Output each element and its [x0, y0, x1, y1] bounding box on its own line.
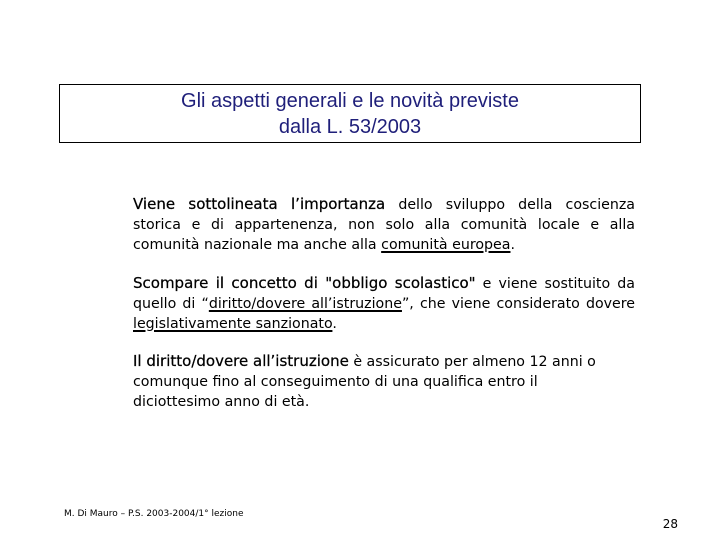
paragraph-1 [133, 194, 635, 255]
paragraph-2-text-a: e viene sostituito da quello di “ [133, 276, 635, 312]
paragraph-3-emphasis: Il diritto/dovere all’istruzione [133, 352, 349, 370]
paragraph-3-text-a: è assicurato per almeno 12 anni o comunque fino al conseguimento di una qualifica entro il diciottesimo anno di età. [133, 354, 596, 410]
paragraph-1-emphasis: Viene sottolineata l’importanza [133, 195, 386, 213]
paragraph-2-underlined-1: diritto/dovere all’istruzione [208, 296, 402, 312]
footer-author: M. Di Mauro – P.S. 2003-2004/1° lezione [64, 509, 244, 519]
paragraph-3 [133, 351, 605, 412]
title-box [59, 84, 641, 143]
title-line-1: Gli aspetti generali e le novità previste [181, 89, 519, 112]
paragraph-1-text-b: . [510, 237, 515, 253]
page-number: 28 [662, 517, 678, 531]
paragraph-2-emphasis: Scompare il concetto di "obbligo scolastico" [133, 274, 476, 292]
title-line-2: dalla L. 53/2003 [278, 115, 422, 138]
paragraph-2-text-b: ”, che viene considerato dovere [401, 296, 636, 312]
paragraph-2-text-c: . [332, 316, 337, 332]
paragraph-2-underlined-2: legislativamente sanzionato [133, 316, 333, 332]
paragraph-1-text-a: dello sviluppo della coscienza storica e di appartenenza, non solo alla comunità locale e alla comunità nazionale ma anche alla [133, 197, 635, 253]
paragraph-2 [133, 273, 635, 334]
paragraph-1-underlined: comunità europea [381, 237, 511, 253]
